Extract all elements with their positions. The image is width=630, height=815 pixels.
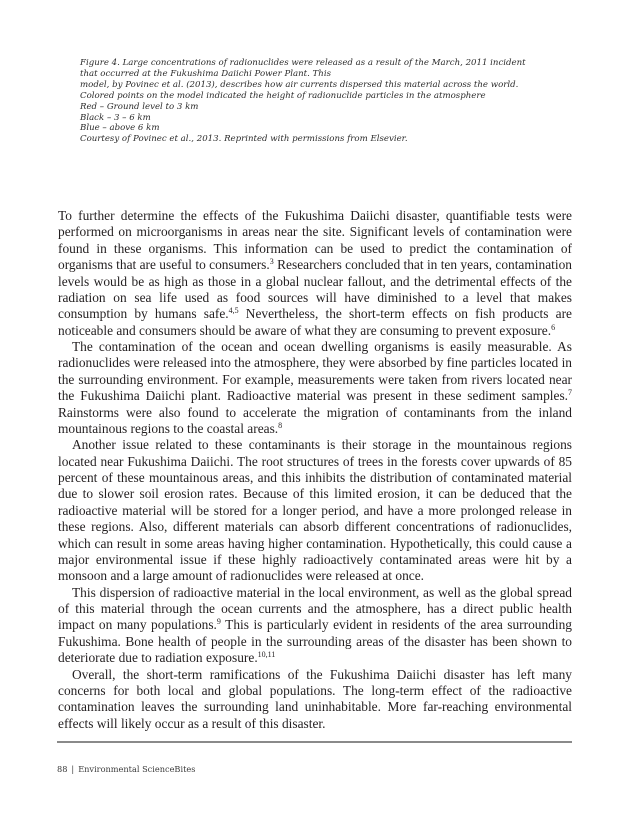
footnote-ref: 9 [216, 617, 221, 627]
paragraph-conclusion: Overall, the short-term ramifications of the Fukushima Daiichi disaster has left many concerns for both local and global populations. The long-term effect of the radioactive contamination leaves the surrounding land uninhabitable. More far-reaching environmental effects will likely occur as a result of this disaster. [58, 666, 572, 731]
footer-rule [57, 741, 572, 743]
page-number: 88 [57, 764, 68, 774]
caption-legend-black: Black – 3 – 6 km [80, 112, 151, 123]
footnote-ref: 4,5 [228, 306, 239, 316]
paragraph-public-health: This dispersion of radioactive material in the local environment, as well as the global spread of this material through the ocean currents and the atmosphere, has a direct public health impact on many populations.$^9$ This is particularly evident in residents of the area surrounding Fukushima. Bone health of people in the surrounding areas of the disaster has been shown to deteriorate due to radiation exposure.$^{10,11}$ [58, 584, 572, 666]
article-body [58, 208, 572, 732]
footer-separator: | [71, 764, 75, 774]
paragraph-microorganisms: To further determine the effects of the Fukushima Daiichi disaster, quantifiable tests were performed on microorganisms in areas near the site. Significant levels of contamination were found in these organisms. This information can be used to predict the contamination of organisms that are useful to consumers.$^3$ Researchers concluded that in ten years, contamination levels would be as high as those in a global nuclear fallout, and the detrimental effects of the radiation on sea life used as food sources will have diminished to a level that makes consumption by humans safe.$^{4,5}$ Nevertheless, the short-term effects on fish products are noticeable and consumers should be aware of what they are consuming to prevent exposure.$^6$ [58, 208, 572, 338]
caption-line: Colored points on the model indicated the height of radionuclide particles in the atmosphere [80, 90, 486, 101]
caption-legend-red: Red – Ground level to 3 km [80, 101, 199, 112]
paragraph-mountain-storage: Another issue related to these contaminants is their storage in the mountainous regions located near Fukushima Daiichi. The root structures of trees in the forests cover upwards of 85 percent of these mountainous areas, and this inhibits the distribution of contaminated material due to slower soil erosion rates. Because of this limited erosion, it can be deduced that the radioactive material will be stored for a longer period, and have a more prolonged release in these regions. Also, different materials can absorb different concentrations of radionuclides, which can result in some areas having higher contamination. Hypothetically, this could cause a major environmental issue if these highly radioactively contaminated areas were hit by a monsoon and a large amount of radionuclides were released at once. [58, 437, 572, 584]
book-title: Environmental ScienceBites [78, 764, 196, 774]
footnote-ref: 8 [278, 420, 283, 430]
footnote-ref: 3 [269, 257, 274, 267]
caption-line: Figure 4. Large concentrations of radionuclides were released as a result of the March, 2011 incident [80, 58, 526, 68]
footnote-ref: 7 [568, 388, 572, 398]
footnote-ref: 6 [551, 322, 556, 332]
caption-line: model, by Povinec et al. (2013), describes how air currents dispersed this material across the world. [80, 79, 519, 90]
footnote-ref: 10,11 [257, 650, 276, 660]
caption-legend-blue: Blue – above 6 km [80, 123, 160, 134]
figure-caption [80, 58, 560, 145]
caption-credit: Courtesy of Povinec et al., 2013. Reprinted with permissions from Elsevier. [80, 134, 408, 145]
caption-line: that occurred at the Fukushima Daiichi Power Plant. This [80, 68, 331, 79]
paragraph-ocean-contamination: The contamination of the ocean and ocean dwelling organisms is easily measurable. As radionuclides were released into the atmosphere, they were absorbed by fine particles located in the surrounding environment. For example, measurements were taken from rivers located near the Fukushima Daiichi plant. Radioactive material was present in these sediment samples.$^7$ Rainstorms were also found to accelerate the migration of contaminants from the inland mountainous regions to the coastal areas.$^8$ [58, 339, 572, 436]
page-footer [57, 764, 195, 774]
